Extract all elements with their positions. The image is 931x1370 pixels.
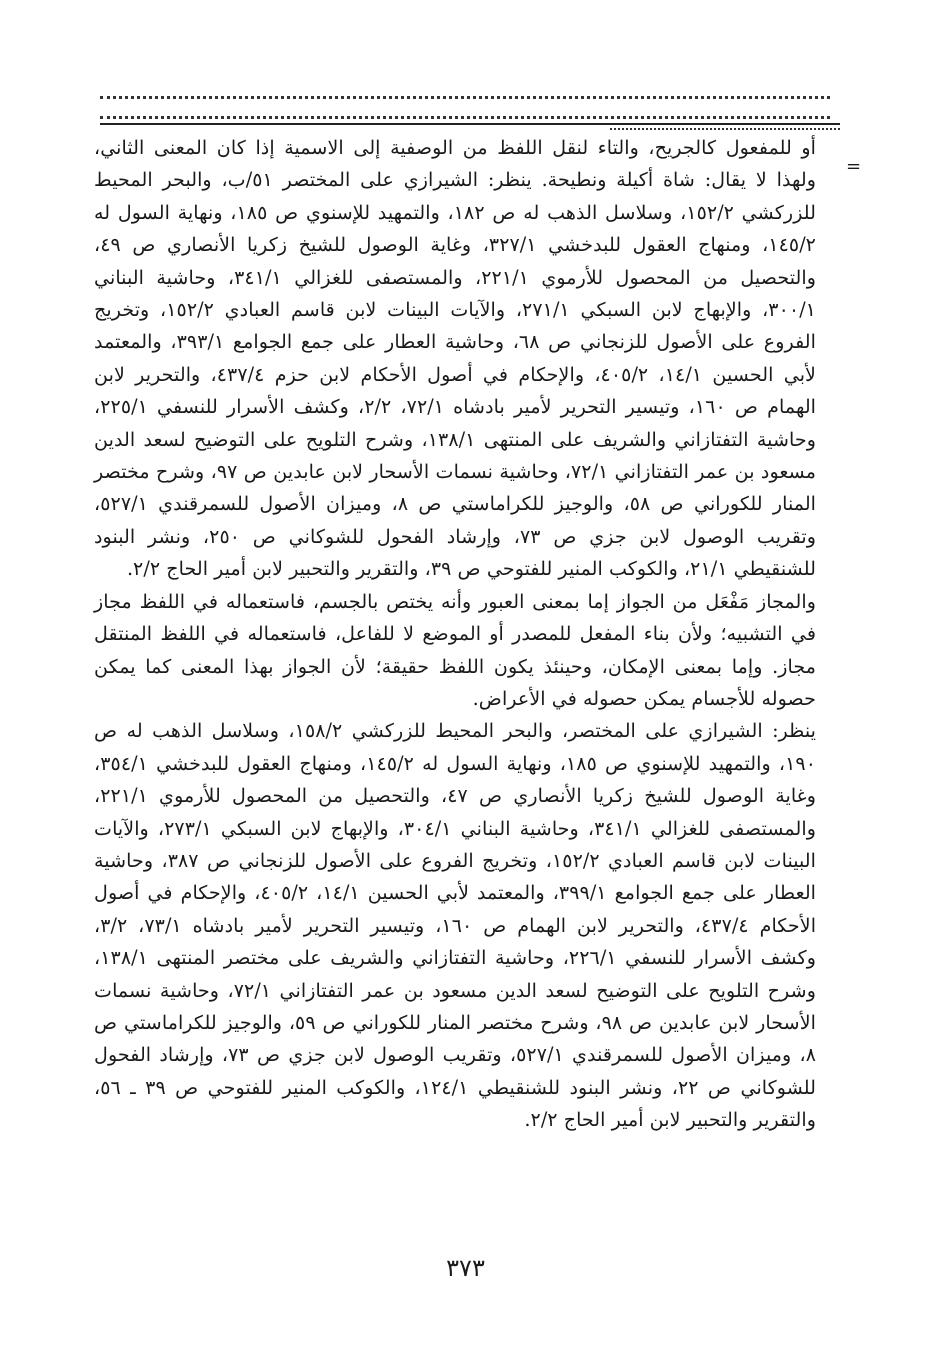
- second-dotted-rule: [100, 116, 830, 119]
- footnote-paragraph-1: أو للمفعول كالجريح، والتاء لنقل اللفظ من الوصفية إلى الاسمية إذا كان المعنى الثاني، ولهذا لا يقال: شاة أكيلة ونطيحة. ينظر: الشيرازي على المختصر ٥١/ب، والبحر المحيط للزركشي ١٥٢/٢، وسلاسل الذهب له ص ١٨٢، والتمهيد للإسنوي ص ١٨٥، ونهاية السول له ١٤٥/٢، ومنهاج العقول للبدخشي ٣٢٧/١، وغاية الوصول للشيخ زكريا الأنصاري ص ٤٩، والتحصيل من المحصول للأرموي ٢٢١/١، والمستصفى للغزالي ٣٤١/١، وحاشية البناني ٣٠٠/١، والإبهاج لابن السبكي ٢٧١/١، والآيات البينات لابن قاسم العبادي ١٥٢/٢، وتخريج الفروع على الأصول للزنجاني ص ٦٨، وحاشية العطار على جمع الجوامع ٣٩٣/١، والمعتمد لأبي الحسين ١٤/١، ٤٠٥/٢، والإحكام في أصول الأحكام لابن حزم ٤٣٧/٤، والتحرير لابن الهمام ص ١٦٠، وتيسير التحرير لأمير بادشاه ٧٢/١، ٢/٢، وكشف الأسرار للنسفي ٢٢٥/١، وحاشية التفتازاني والشريف على المنتهى ١٣٨/١، وشرح التلويح على التوضيح لسعد الدين مسعود بن عمر التفتازاني ٧٢/١، وحاشية نسمات الأسحار لابن عابدين ص ٩٧، وشرح مختصر المنار للكوراني ص ٥٨، والوجيز للكراماستي ص ٨، وميزان الأصول للسمرقندي ٥٢٧/١، وتقريب الوصول لابن جزي ص ٧٣، وإرشاد الفحول للشوكاني ص ٢٥٠، ونشر البنود للشنقيطي ٢١/١، والكوكب المنير للفتوحي ص ٣٩، والتقرير والتحبير لابن أمير الحاج ٢/٢.: [94, 136, 817, 581]
- page-number: ٣٧٣: [446, 1254, 485, 1282]
- footnote-paragraph-3: ينظر: الشيرازي على المختصر، والبحر المحيط للزركشي ١٥٨/٢، وسلاسل الذهب له ص ١٩٠، والتمهيد للإسنوي ص ١٨٥، ونهاية السول له ١٤٥/٢، ومنهاج العقول للبدخشي ٣٥٤/١، وغاية الوصول للشيخ زكريا الأنصاري ص ٤٧، والتحصيل من المحصول للأرموي ٢٢١/١، والمستصفى للغزالي ٣٤١/١، وحاشية البناني ٣٠٤/١، والإبهاج لابن السبكي ٢٧٣/١، والآيات البينات لابن قاسم العبادي ١٥٢/٢، وتخريج الفروع على الأصول للزنجاني ص ٣٨٧، وحاشية العطار على جمع الجوامع ٣٩٩/١، والمعتمد لأبي الحسين ١٤/١، ٤٠٥/٢، والإحكام في أصول الأحكام ٤٣٧/٤، والتحرير لابن الهمام ص ١٦٠، وتيسير التحرير لأمير بادشاه ٧٣/١، ٣/٢، وكشف الأسرار للنسفي ٢٢٦/١، وحاشية التفتازاني والشريف على مختصر المنتهى ١٣٨/١، وشرح التلويح على التوضيح لسعد الدين مسعود بن عمر التفتازاني ٧٢/١، وحاشية نسمات الأسحار لابن عابدين ص ٩٨، وشرح مختصر المنار للكوراني ص ٥٩، والوجيز للكراماستي ص ٨، وميزان الأصول للسمرقندي ٥٢٧/١، وتقريب الوصول لابن جزي ص ٧٣، وإرشاد الفحول للشوكاني ص ٢٢، ونشر البنود للشنقيطي ١٢٤/١، والكوكب المنير للفتوحي ص ٣٩ ـ ٥٦، والتقرير والتحبير لابن أمير الحاج ٢/٢.: [94, 719, 817, 1132]
- footnote-text-block: [94, 132, 816, 1137]
- footnote-paragraph-2: والمجاز مَفْعَل من الجواز إما بمعنى العبور وأنه يختص بالجسم، فاستعماله في اللفظ مجاز في التشبيه؛ ولأن بناء المفعل للمصدر أو الموضع لا للفاعل، فاستعماله في اللفظ المنتقل مجاز. وإما بمعنى الإمكان، وحينئذ يكون اللفظ حقيقة؛ لأن الجواز بهذا المعنى كما يمكن حصوله للأجسام يمكن حصوله في الأعراض.: [94, 589, 816, 710]
- continuation-mark: =: [846, 156, 862, 177]
- short-dotted-rule: [610, 128, 840, 130]
- top-dotted-rule: [100, 96, 830, 99]
- footnote-separator-rule: [100, 123, 840, 125]
